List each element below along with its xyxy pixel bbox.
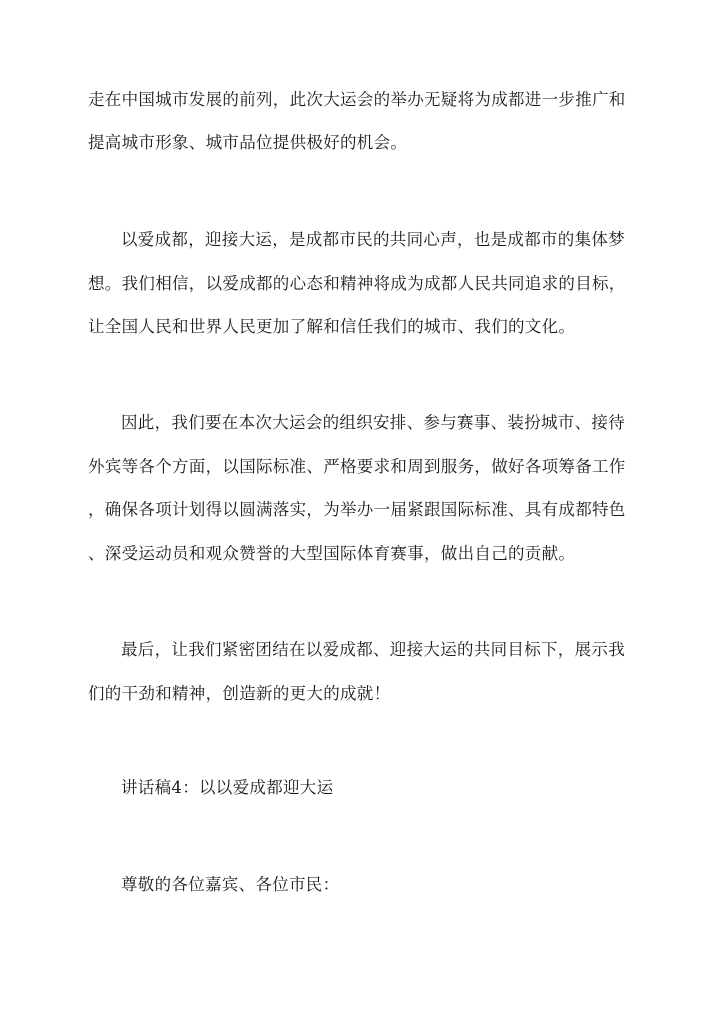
text-line: 讲话稿4：以以爱成都迎大运 bbox=[121, 778, 334, 797]
text-line: 提高城市形象、城市品位提供极好的机会。 bbox=[88, 133, 408, 152]
text-line: 尊敬的各位嘉宾、各位市民： bbox=[121, 875, 340, 894]
text-line: 走在中国城市发展的前列，此次大运会的举办无疑将为成都进一步推广和 bbox=[88, 90, 626, 109]
text-line: 最后，让我们紧密团结在以爱成都、迎接大运的共同目标下，展示我 bbox=[121, 640, 625, 659]
text-line: ，确保各项计划得以圆满落实，为举办一届紧跟国际标准、具有成都特色 bbox=[88, 500, 626, 519]
text-line: 外宾等各个方面，以国际标准、严格要求和周到服务，做好各项筹备工作 bbox=[88, 457, 626, 476]
text-line: 让全国人民和世界人民更加了解和信任我们的城市、我们的文化。 bbox=[88, 317, 576, 336]
text-line: 、深受运动员和观众赞誉的大型国际体育赛事，做出自己的贡献。 bbox=[88, 544, 576, 563]
text-line: 们的干劲和精神，创造新的更大的成就！ bbox=[88, 684, 391, 703]
text-line: 想。我们相信，以爱成都的心态和精神将成为成都人民共同追求的目标， bbox=[88, 274, 626, 293]
text-line: 以爱成都，迎接大运，是成都市民的共同心声，也是成都市的集体梦 bbox=[121, 230, 625, 249]
text-line: 因此，我们要在本次大运会的组织安排、参与赛事、装扮城市、接待 bbox=[121, 413, 625, 432]
